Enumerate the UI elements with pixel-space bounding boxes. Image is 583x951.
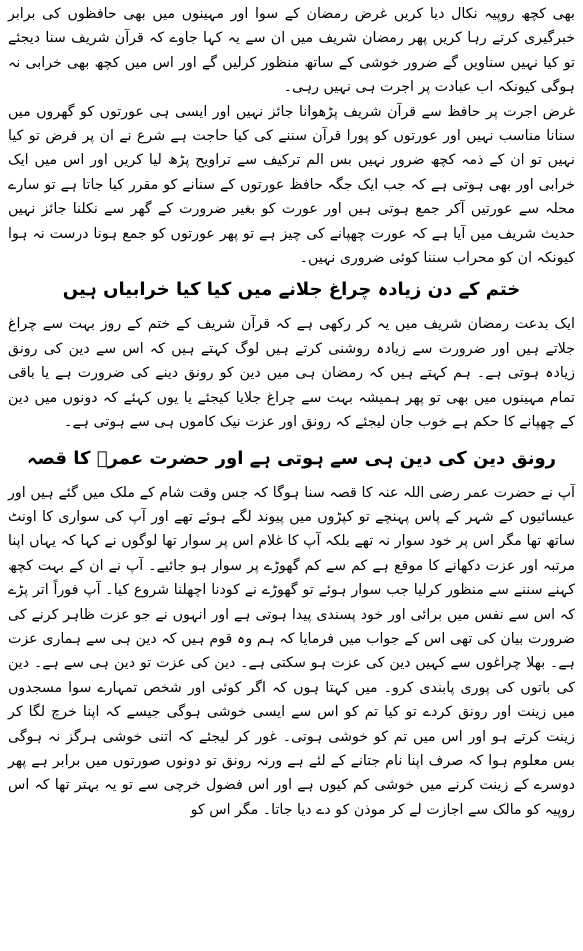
heading-umar: رونق دین کی دین ہی سے ہوتی ہے اور حضرت عمرؓ کا قصہ <box>26 447 557 469</box>
paragraph-lamps: ایک بدعت رمضان شریف میں یہ کر رکھی ہے کہ قرآن شریف کے ختم کے روز بہت سے چراغ جلاتے ہیں اور ضرورت سے زیادہ روشنی کرتے ہیں لوگ کہتے ہیں کہ اس سے دین کی رونق زیادہ ہوتی ہے۔ ہم کہتے ہیں کہ رمضان ہی میں دین کو رونق دینے کی ضرورت ہے یا باقی تمام مہینوں میں بھی تو پھر ہمیشہ بہت سے چراغ جلایا کیجئے یا یوں کہئے کہ دونوں میں دین کے چھپانے کا حکم ہے خوب جان لیجئے کہ رونق اور عزت نیک کاموں ہی سے ہوتی ہے۔ <box>8 316 575 431</box>
section-umar <box>8 481 575 823</box>
section-lamps <box>8 312 575 434</box>
paragraph-women: غرض اجرت پر حافظ سے قرآن شریف پڑھوانا جائز نہیں اور ایسی ہی عورتوں کو گھروں میں سنانا مناسب نہیں اور عورتوں کو پورا قرآن سننے کی کیا حاجت ہے شرع نے ان پر فرض تو کیا نہیں تو ان کے ذمہ کچھ ضرور نہیں بس الم ترکیف سے تراویح پڑھ لیا کریں اور اس میں ایک خرابی اور بھی ہوتی ہے کہ جب ایک جگہ حافظ عورتوں کے سنانے کو مقرر کیا جاتا ہے تو سارے محلہ سے عورتیں آکر جمع ہوتی ہیں اور عورت کو بغیر ضرورت کے گھر سے نکلنا جائز نہیں حدیث شریف میں آیا ہے کہ عورت چھپانے کی چیز ہے تو پھر عورتوں کو جمع ہونا درست نہ ہوا کیونکہ ان کو محراب سننا کوئی ضروری نہیں۔ <box>8 103 575 267</box>
section-intro <box>8 2 575 270</box>
heading-lamps: ختم کے دن زیادہ چراغ جلانے میں کیا کیا خرابیاں ہیں <box>62 279 521 301</box>
paragraph-intro: بھی کچھ روپیہ نکال دیا کریں غرض رمضان کے سوا اور مہینوں میں بھی حافظوں کی برابر خبرگیری کرتے رہا کریں پھر رمضان شریف میں ان سے یہ کہا جاوے کہ قرآن شریف سنا دیجئے تو کیا نہیں سناویں گے ضرور خوشی کے ساتھ منظور کرلیں گے اور اس میں کچھ بھی خرابی نہ ہوگی کیونکہ اب عبادت پر اجرت ہی نہیں رہی۔ <box>8 6 575 96</box>
paragraph-umar: آپ نے حضرت عمر رضی اللہ عنہ کا قصہ سنا ہوگا کہ جس وقت شام کے ملک میں گئے ہیں اور عیسائیوں کے شہر کے پاس پہنچے تو کپڑوں میں پیوند لگے ہوئے تھے اور آپ کی سواری کا اونٹ ساتھ تھا مگر اس پر خود سوار نہ تھے بلکہ آپ کا غلام اس پر سوار تھا لوگوں نے کہا کہ یہاں اپنا مرتبہ اور عزت دکھانے کا موقع ہے کم سے کم گھوڑے پر سوار ہو جائیے۔ آپ نے ان کے بہت کچھ کہنے سننے سے منظور کرلیا جب سوار ہوئے تو گھوڑے نے کودنا اچھلنا شروع کیا۔ آپ فوراً اتر پڑے کہ اس سے نفس میں برائی اور خود پسندی پیدا ہوتی ہے اور انہوں نے جو عزت ظاہر کرنے کی ضرورت بیان کی تھی اس کے جواب میں فرمایا کہ ہم وہ قوم ہیں کہ دین ہی سے ہماری عزت ہے۔ بھلا چراغوں سے کہیں دین کی عزت ہو سکتی ہے۔ دین کی عزت تو دین ہی سے ہے۔ دین کی باتوں کی پوری پابندی کرو۔ میں کہتا ہوں کہ اگر کوئی اور شخص تمہارے سوا مسجدوں میں زینت اور رونق کردے تو کیا تم کو اس سے ایسی خوشی ہوگی جیسے کہ اپنا خرچ لگا کر زینت کرتے ہو اور اس میں تم کو خوشی ہوتی۔ غور کر لیجئے کہ اتنی خوشی ہرگز نہ ہوگی بس معلوم ہوا کہ صرف اپنا نام جتانے کے لئے ہے ورنہ رونق تو دونوں صورتوں میں برابر ہے پھر دوسرے کے زینت کرنے میں خوشی کم کیوں ہے اور اس فضول خرچی سے تو یہ بہتر تھا کہ اس روپیہ کو مالک سے اجازت لے کر موذن کو دے دیا جاتا۔ مگر اس کو <box>8 484 575 818</box>
